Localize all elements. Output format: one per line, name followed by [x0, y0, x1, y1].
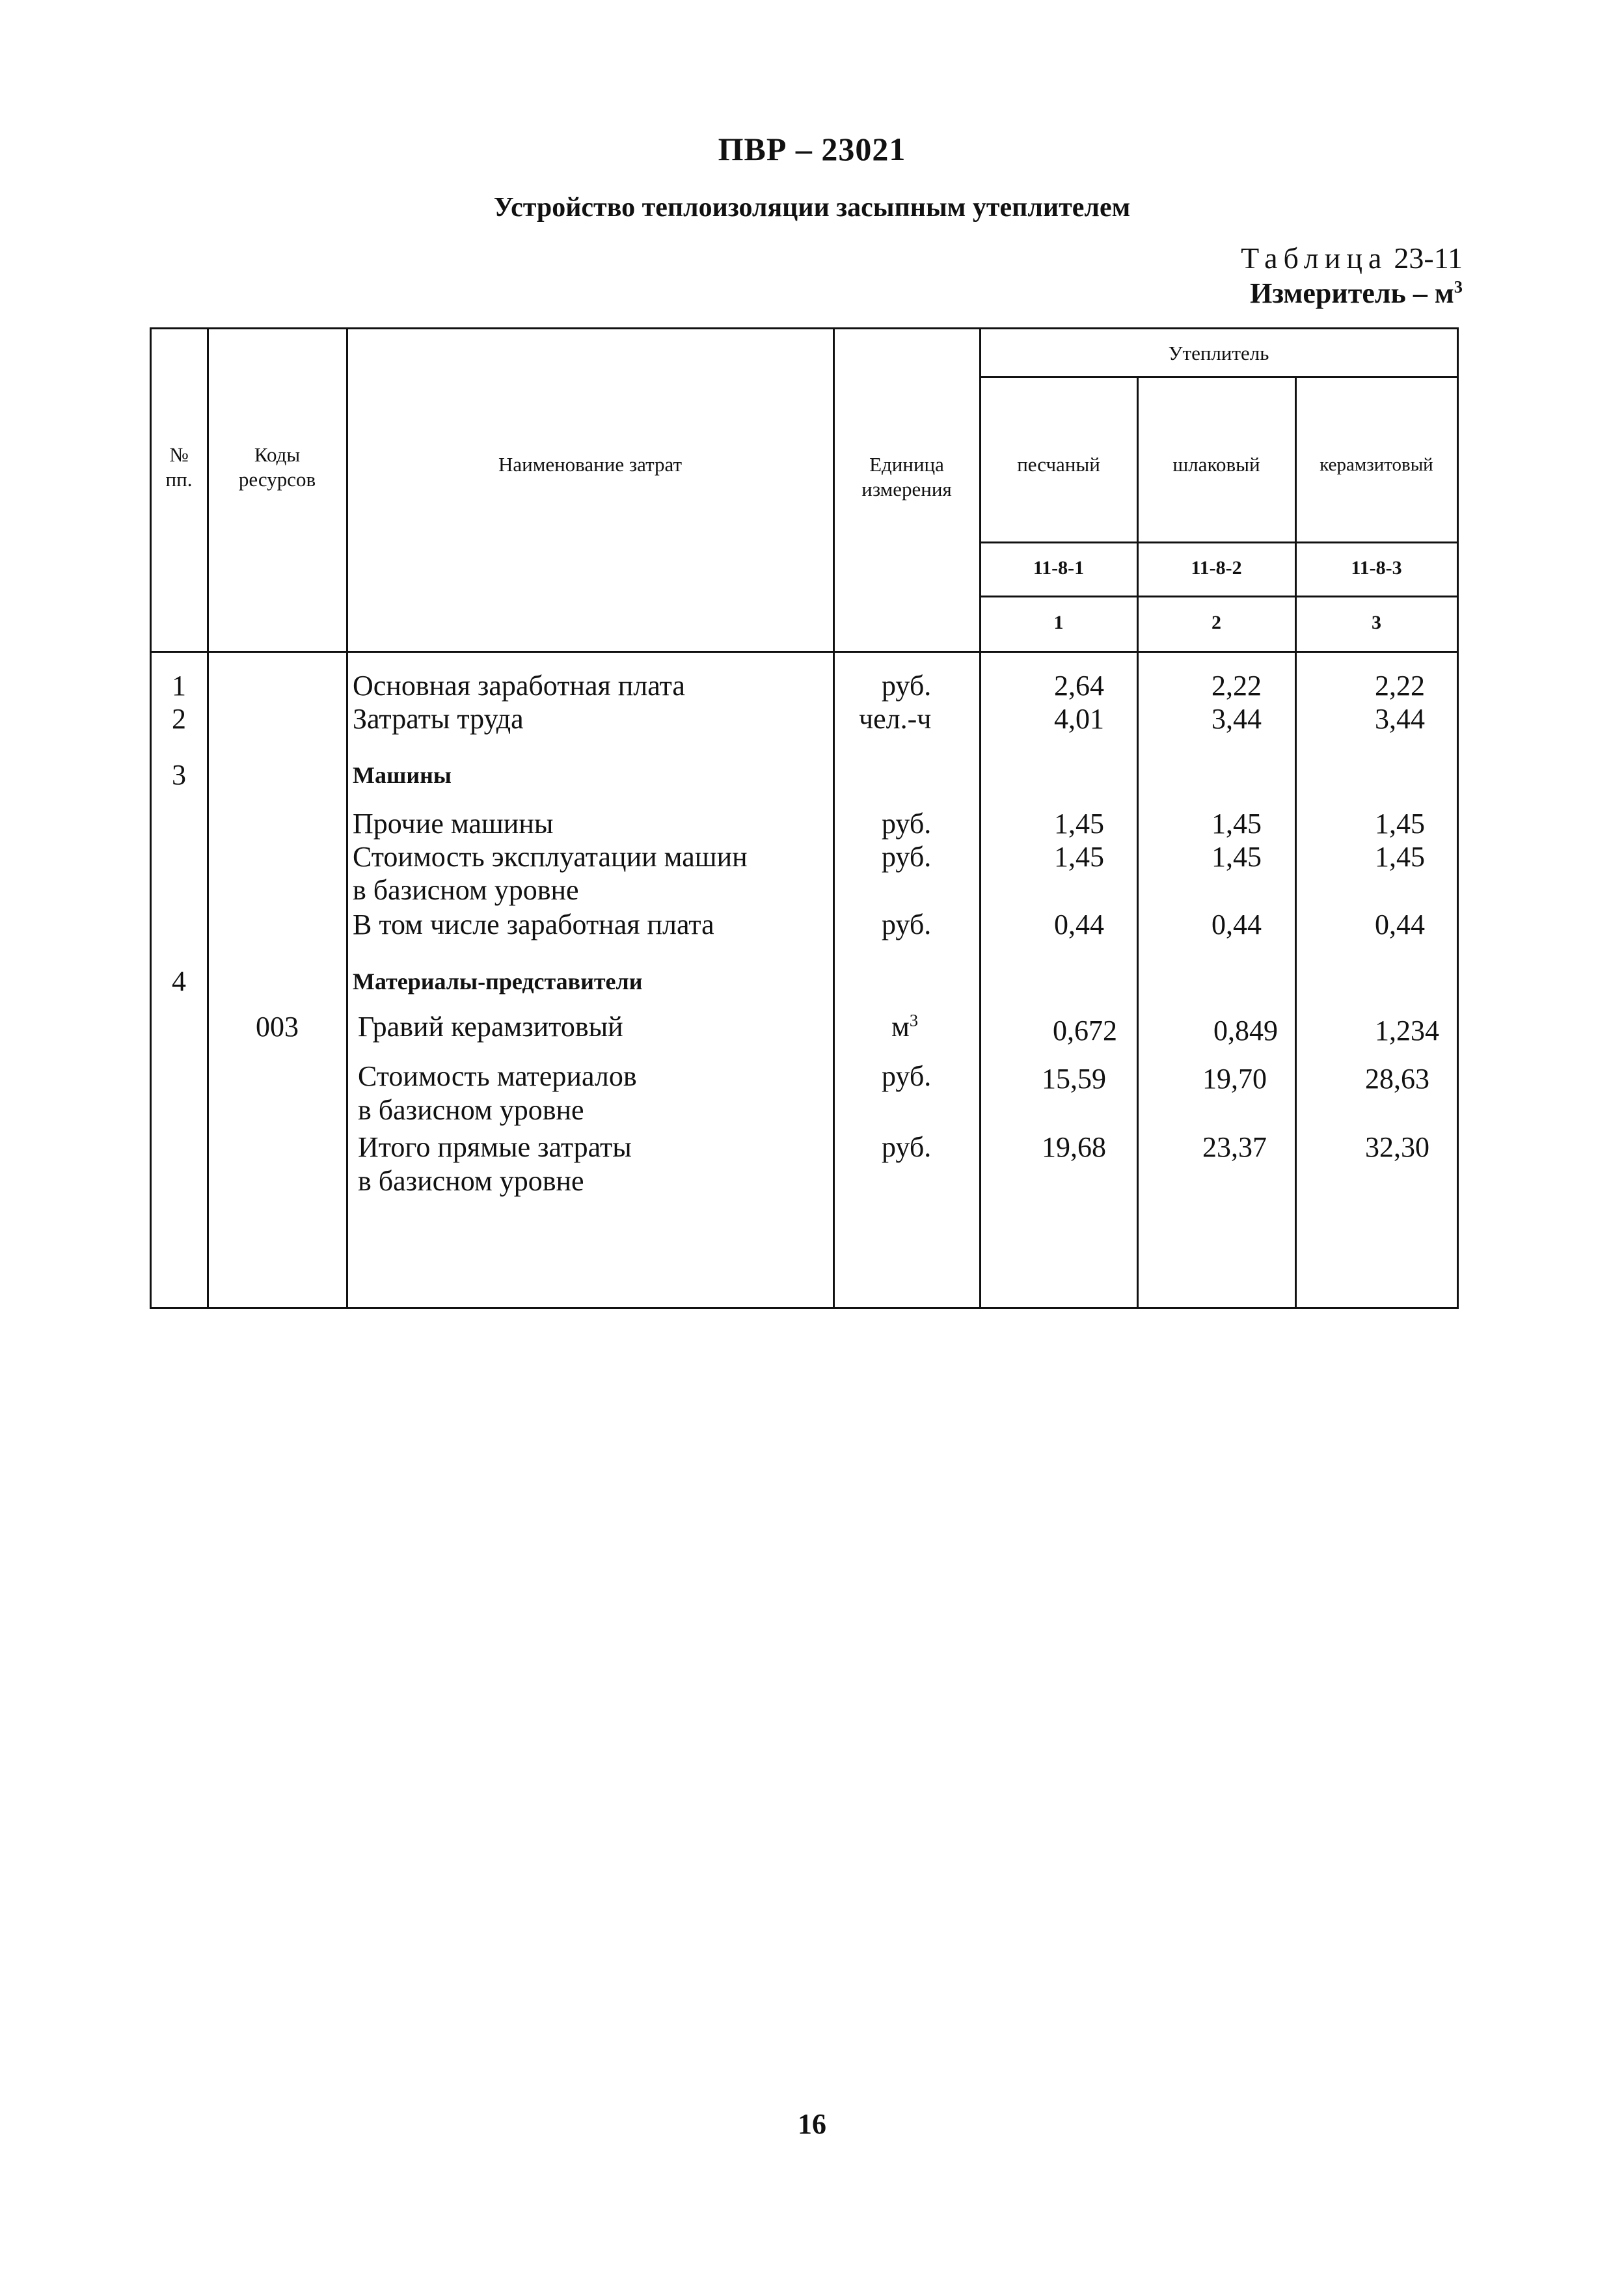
document-code: ПВР – 23021	[718, 131, 906, 167]
resource-code: 003	[256, 1011, 299, 1043]
header-group: Утеплитель	[1168, 342, 1269, 364]
variant-num-3: 3	[1372, 612, 1381, 633]
variant-code-1: 11-8-1	[1033, 557, 1085, 579]
header-unit: Единица измерения	[861, 453, 952, 500]
variant-code-line	[979, 596, 1459, 597]
meter-sup: 3	[1454, 277, 1463, 297]
section-machines: Машины	[353, 762, 452, 788]
col-line-7	[1457, 327, 1459, 1309]
document-page: ПВР – 23021 Устройство теплоизоляции засыпным утеплителем Таблица 23-11 Измеритель – $м^3$ № пп. Коды ресурсов Наименование затрат Единица измерения Утеплитель песчаный шлаковый керамзитовый 11-8-1 11-8-2 11-8-3 1 2 3 1 Основная заработная плата руб. 2,64 2,22 2,22 2 Затраты труда чел.-ч 4,01 3,44 3,44 3 Машины Прочие машины руб. 1,45 1,45 1,45 Стоимость эксплуатации машин в базисном уровне руб. 1,45 1,45 1,45 В том числе заработная плата руб. 0,44 0,44 0,44 4 Материалы-представители 003 Гравий керамзитовый $м^3$ 0,672 0,849 1,234 Стоимость материалов в базисном уровне руб. 15,59 19,70 28,63 Итого прямые затраты в базисном уровне руб. 19,68 23,37 32,30 16	[0, 0, 1624, 2289]
group-header-line	[979, 376, 1459, 378]
header-variant-2: шлаковый	[1172, 453, 1260, 476]
table-word: Таблица	[1241, 241, 1388, 275]
header-codes: Коды ресурсов	[238, 443, 316, 491]
variant-code-3: 11-8-3	[1351, 557, 1402, 579]
table-label	[1241, 241, 1463, 275]
section-materials: Материалы-представители	[353, 968, 643, 994]
variant-header-line	[979, 541, 1459, 543]
header-num: № пп.	[165, 443, 193, 491]
variant-num-1: 1	[1053, 612, 1064, 633]
meter-label	[1250, 277, 1463, 310]
header-variant-1: песчаный	[1017, 453, 1100, 476]
table-number: 23-11	[1394, 241, 1463, 275]
variant-code-2: 11-8-2	[1191, 557, 1242, 579]
meter-prefix: Измеритель – м	[1250, 277, 1454, 309]
page-number: 16	[798, 2108, 826, 2140]
header-name: Наименование затрат	[498, 453, 682, 476]
header-variant-3: керамзитовый	[1320, 454, 1433, 475]
variant-num-2: 2	[1211, 612, 1221, 633]
document-title: Устройство теплоизоляции засыпным утеплителем	[493, 193, 1131, 223]
